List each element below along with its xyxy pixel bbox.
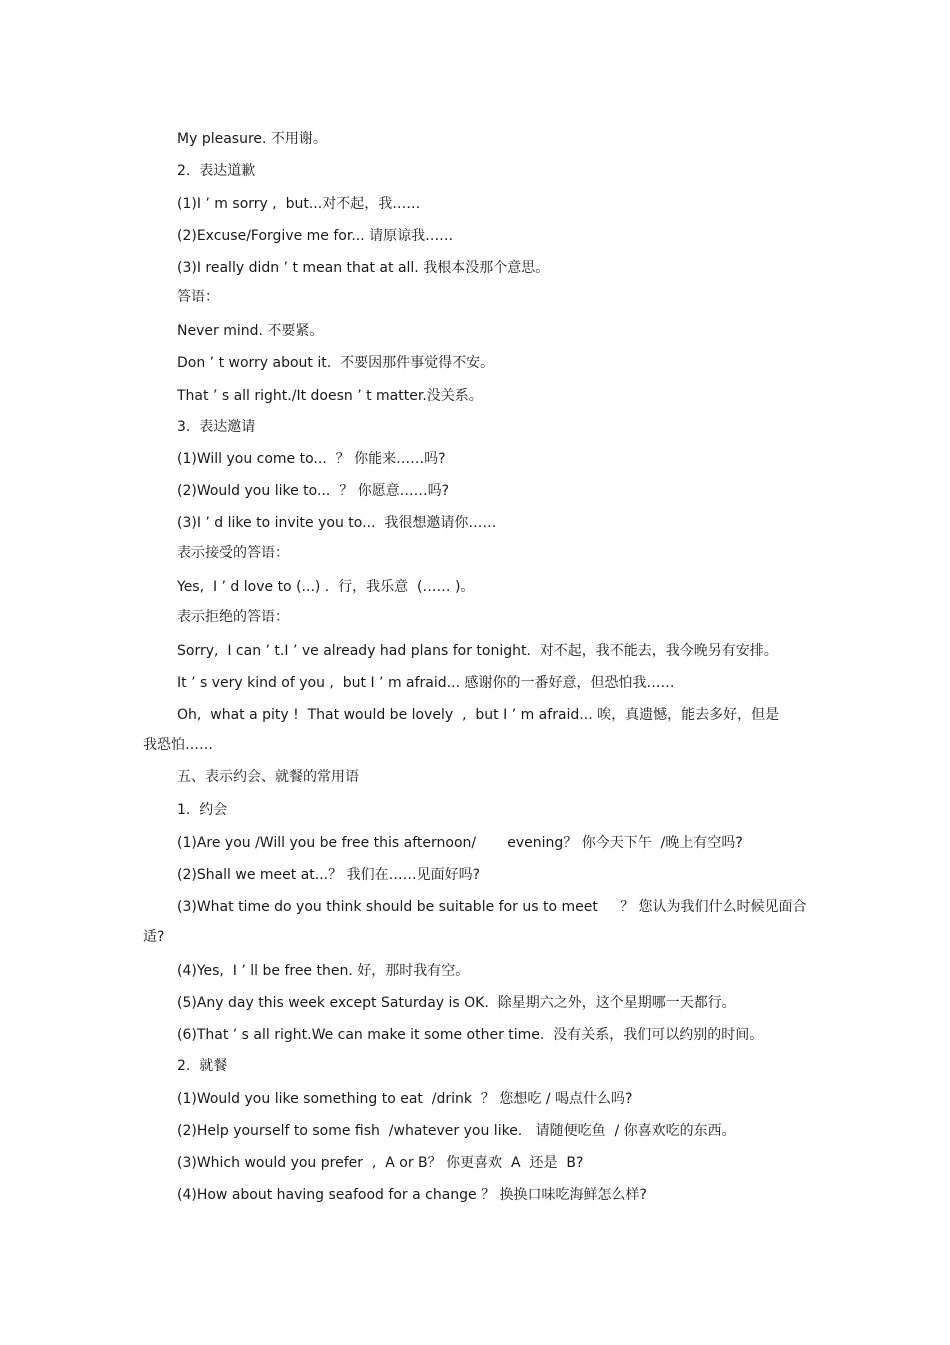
text-line: 我恐怕……	[143, 737, 213, 753]
text-line: It ’ s very kind of you , but I ’ m afraid... 感谢你的一番好意，但恐怕我……	[177, 675, 675, 691]
section-heading: 2. 表达道歉	[177, 163, 256, 179]
text-line: My pleasure. 不用谢。	[177, 131, 327, 147]
section-heading: 五、表示约会、就餐的常用语	[177, 769, 359, 785]
text-line: (1)Would you like something to eat /drink ？ 您想吃 / 喝点什么吗?	[177, 1091, 633, 1107]
text-line: 适?	[143, 929, 165, 945]
text-line: (1)Will you come to... ？ 你能来……吗?	[177, 451, 446, 467]
text-line: Yes, I ’ d love to (...) . 行，我乐意 (…… )。	[177, 579, 475, 595]
text-line: (2)Would you like to... ？ 你愿意……吗?	[177, 483, 450, 499]
text-line: (2)Excuse/Forgive me for... 请原谅我……	[177, 228, 454, 244]
text-line: (1)I ’ m sorry , but...对不起，我……	[177, 196, 421, 212]
text-line: (3)Which would you prefer , A or B？ 你更喜欢 A 还是 B?	[177, 1155, 584, 1171]
text-line: (3)I really didn ’ t mean that at all. 我根本没那个意思。	[177, 260, 550, 276]
text-line: (6)That ’ s all right.We can make it some other time. 没有关系，我们可以约别的时间。	[177, 1027, 764, 1043]
text-line: 表示接受的答语：	[177, 545, 289, 561]
text-line: (2)Shall we meet at...？ 我们在……见面好吗?	[177, 867, 481, 883]
text-line: 表示拒绝的答语：	[177, 609, 289, 625]
text-line: (2)Help yourself to some fish /whatever you like. 请随便吃鱼 / 你喜欢吃的东西。	[177, 1123, 736, 1139]
text-line: 答语：	[177, 289, 219, 305]
text-line: Don ’ t worry about it. 不要因那件事觉得不安。	[177, 355, 495, 371]
section-heading: 3. 表达邀请	[177, 419, 256, 435]
section-heading: 1. 约会	[177, 802, 228, 818]
text-line: (3)I ’ d like to invite you to... 我很想邀请你……	[177, 515, 497, 531]
text-line: (1)Are you /Will you be free this afternoon/ evening？ 你今天下午 /晚上有空吗?	[177, 835, 743, 851]
text-line: (3)What time do you think should be suitable for us to meet ？ 您认为我们什么时候见面合	[177, 899, 807, 915]
section-heading: 2. 就餐	[177, 1058, 228, 1074]
text-line: That ’ s all right./It doesn ’ t matter.没关系。	[177, 388, 483, 404]
text-line: Never mind. 不要紧。	[177, 323, 324, 339]
text-line: Oh, what a pity ! That would be lovely , but I ’ m afraid... 唉，真遗憾，能去多好，但是	[177, 707, 780, 723]
text-line: (4)How about having seafood for a change ？ 换换口味吃海鲜怎么样?	[177, 1187, 647, 1203]
text-line: (4)Yes, I ’ ll be free then. 好，那时我有空。	[177, 963, 470, 979]
text-line: (5)Any day this week except Saturday is OK. 除星期六之外，这个星期哪一天都行。	[177, 995, 736, 1011]
text-line: Sorry, I can ’ t.I ’ ve already had plans for tonight. 对不起，我不能去，我今晚另有安排。	[177, 643, 778, 659]
